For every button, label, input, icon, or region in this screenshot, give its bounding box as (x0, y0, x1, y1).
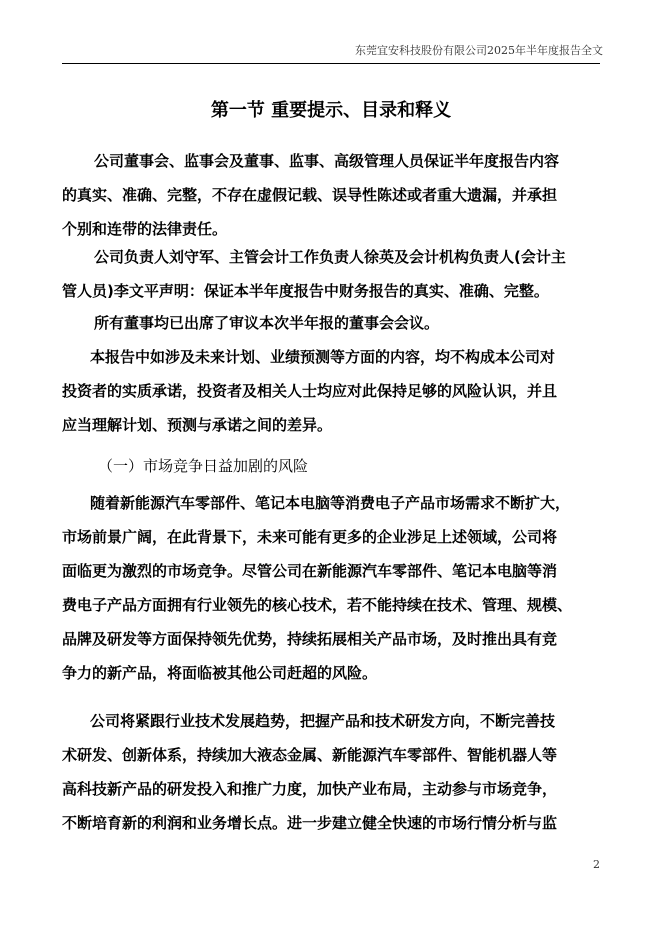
text-line: 费电子产品方面拥有行业领先的核心技术，若不能持续在技术、管理、规模、 (62, 596, 573, 614)
paragraph-countermeasures (62, 704, 600, 840)
text-line: 公司董事会、监事会及董事、监事、高级管理人员保证半年度报告内容 (94, 152, 560, 170)
text-line: 投资者的实质承诺，投资者及相关人士均应对此保持足够的风险认识，并且 (62, 382, 558, 400)
paragraph-board-guarantee (62, 144, 600, 246)
text-line: 随着新能源汽车零部件、笔记本电脑等消费电子产品市场需求不断扩大， (90, 494, 571, 512)
paragraph-directors-attendance (62, 306, 600, 340)
text-line: 应当理解计划、预测与承诺之间的差异。 (62, 416, 333, 434)
text-line: 不断培育新的利润和业务增长点。进一步建立健全快速的市场行情分析与监 (62, 814, 558, 832)
text-line: 的真实、准确、完整，不存在虚假记载、误导性陈述或者重大遗漏，并承担 (62, 186, 558, 204)
paragraph-market-competition (62, 486, 600, 690)
page-number: 2 (593, 858, 600, 871)
text-line: 管人员)李文平声明：保证本半年度报告中财务报告的真实、准确、完整。 (62, 282, 549, 300)
text-line: 所有董事均已出席了审议本次半年报的董事会会议。 (94, 314, 440, 332)
paragraph-forward-looking (62, 340, 600, 442)
text-line: 市场前景广阔，在此背景下，未来可能有更多的企业涉足上述领域，公司将 (62, 528, 558, 546)
page-header: 东莞宜安科技股份有限公司2025年半年度报告全文 (355, 44, 603, 57)
text-line: 公司将紧跟行业技术发展趋势，把握产品和技术研发方向，不断完善技 (90, 712, 556, 730)
text-line: 品牌及研发等方面保持领先优势，持续拓展相关产品市场，及时推出具有竞 (62, 630, 558, 648)
section-title: 第一节 重要提示、目录和释义 (210, 100, 452, 121)
risk-heading: （一）市场竞争日益加剧的风险 (98, 457, 309, 475)
text-line: 个别和连带的法律责任。 (62, 220, 228, 238)
text-line: 公司负责人刘守军、主管会计工作负责人徐英及会计机构负责人(会计主 (94, 248, 566, 266)
text-line: 本报告中如涉及未来计划、业绩预测等方面的内容，均不构成本公司对 (90, 348, 556, 366)
text-line: 术研发、创新体系，持续加大液态金属、新能源汽车零部件、智能机器人等 (62, 746, 558, 764)
text-line: 争力的新产品，将面临被其他公司赶超的风险。 (62, 664, 378, 682)
text-line: 面临更为激烈的市场竞争。尽管公司在新能源汽车零部件、笔记本电脑等消 (62, 562, 558, 580)
header-divider (62, 63, 600, 64)
text-line: 高科技新产品的研发投入和推广力度，加快产业布局，主动参与市场竞争， (62, 780, 558, 798)
paragraph-responsible-persons (62, 240, 600, 308)
